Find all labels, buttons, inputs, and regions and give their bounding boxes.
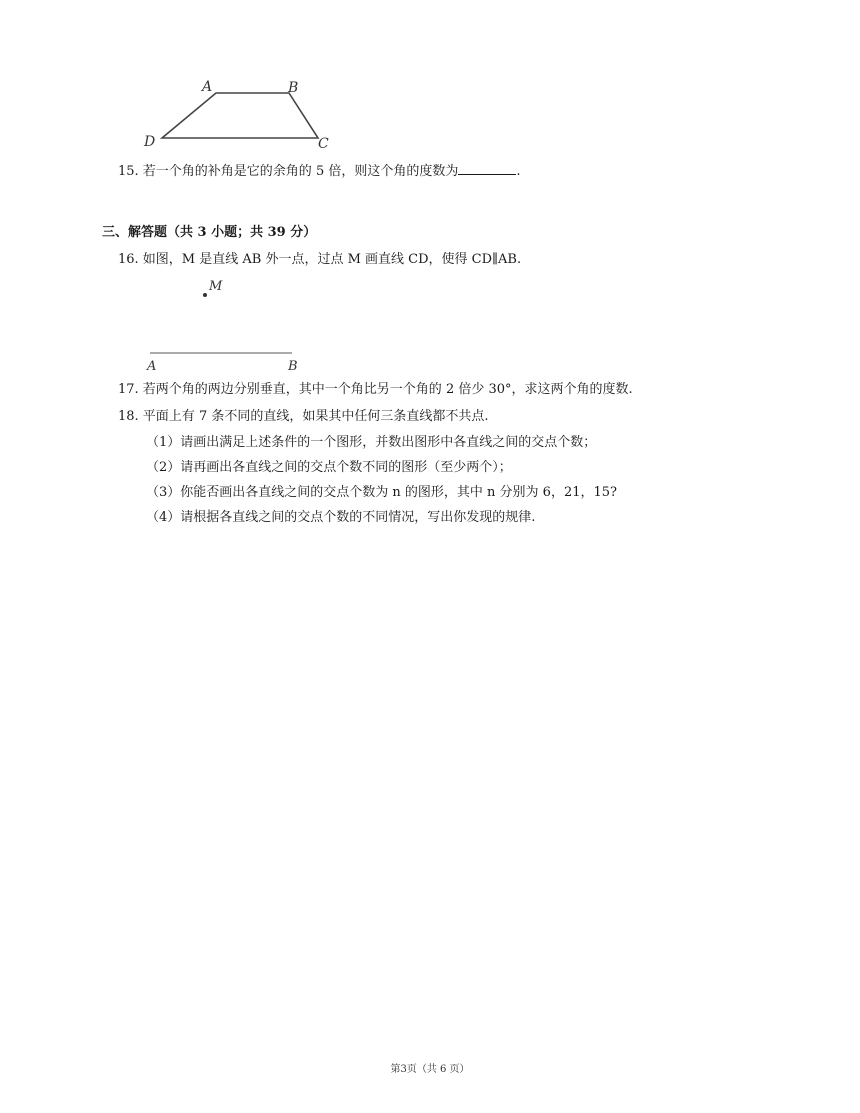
vertex-label-b: B — [288, 80, 299, 96]
question-15-end: . — [516, 164, 521, 179]
question-18-part-4: （4）请根据各直线之间的交点个数的不同情况，写出你发现的规律. — [146, 510, 536, 525]
question-18-part-2: （2）请再画出各直线之间的交点个数不同的图形（至少两个）； — [146, 460, 512, 475]
trapezoid-figure — [138, 76, 343, 152]
point-label-m: M — [209, 279, 223, 294]
question-18-part-3: （3）你能否画出各直线之间的交点个数为 n 的图形，其中 n 分别为 6，21，15? — [146, 485, 618, 500]
section-heading: 三、解答题（共 3 小题；共 39 分） — [102, 225, 317, 240]
point-m — [203, 293, 207, 297]
question-15-text: 15. 若一个角的补角是它的余角的 5 倍，则这个角的度数为 — [118, 164, 459, 179]
question-17: 17. 若两个角的两边分别垂直，其中一个角比另一个角的 2 倍少 30°，求这两个角的度数. — [118, 382, 633, 397]
point-label-a: A — [147, 359, 157, 374]
trapezoid-shape — [162, 93, 318, 138]
vertex-label-d: D — [144, 134, 156, 150]
vertex-label-a: A — [202, 79, 213, 95]
point-label-b: B — [288, 359, 298, 374]
vertex-label-c: C — [318, 136, 329, 152]
line-point-figure — [140, 276, 310, 376]
question-18: 18. 平面上有 7 条不同的直线，如果其中任何三条直线都不共点. — [118, 409, 489, 424]
question-15 — [118, 162, 520, 181]
question-18-part-1: （1）请画出满足上述条件的一个图形，并数出图形中各直线之间的交点个数； — [146, 435, 597, 450]
question-16: 16. 如图，M 是直线 AB 外一点，过点 M 画直线 CD，使得 CD∥AB. — [118, 252, 522, 267]
answer-blank — [458, 162, 516, 175]
page-footer: 第3页（共 6 页） — [390, 1064, 470, 1075]
